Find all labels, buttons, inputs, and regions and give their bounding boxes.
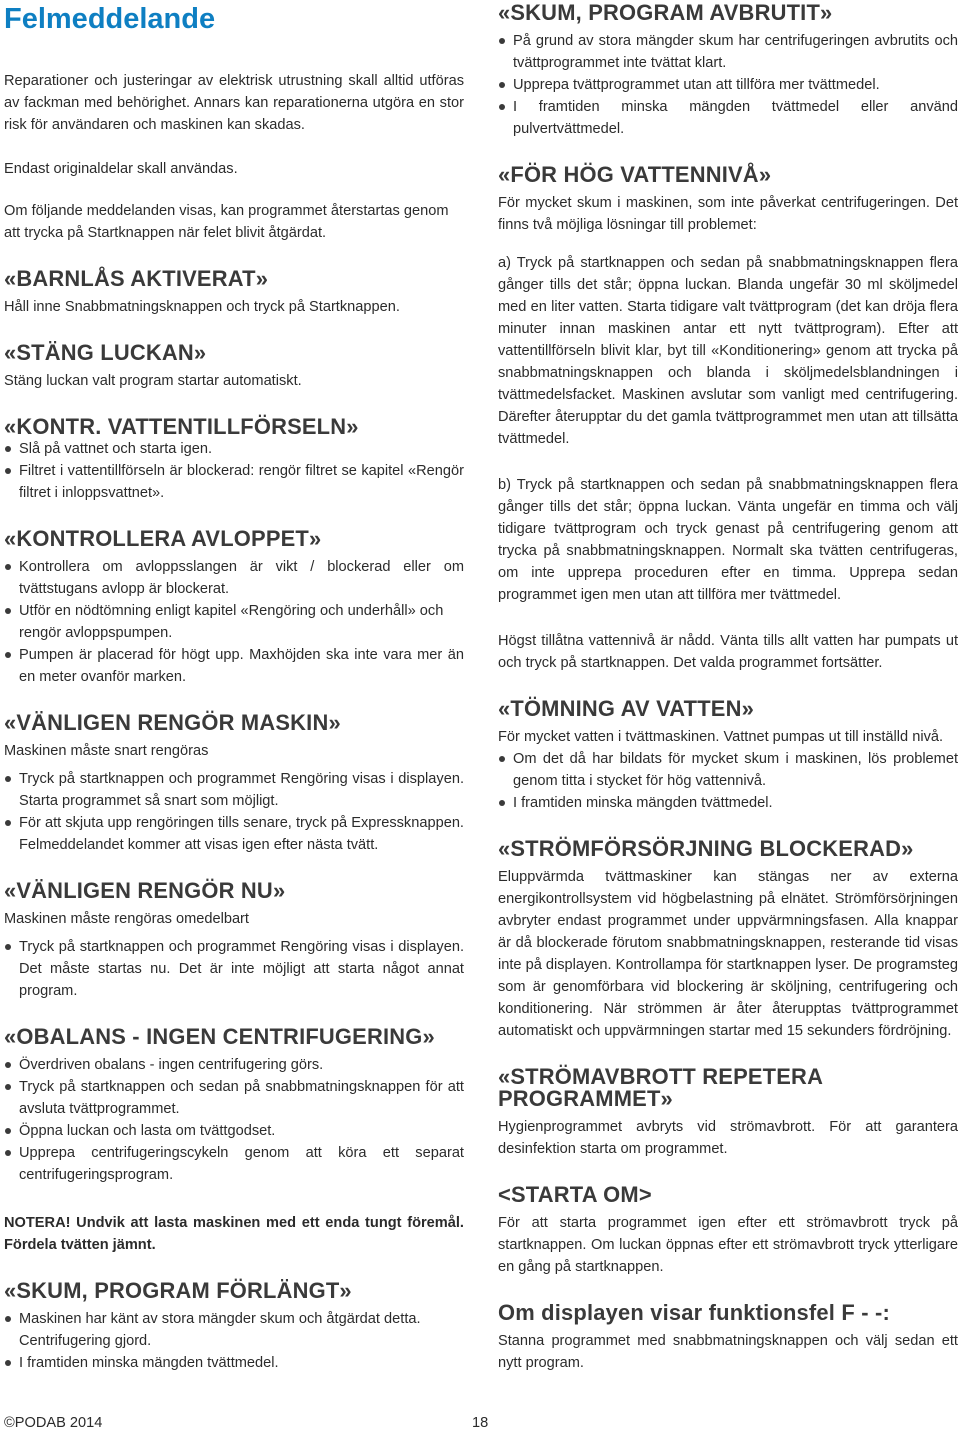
section-text: För mycket skum i maskinen, som inte påverkat centrifugeringen. Det finns två möjliga lösningar till problemet:: [498, 195, 958, 233]
list-item: I framtiden minska mängden tvättmedel eller använd pulvertvättmedel.: [498, 96, 958, 140]
list-item: Tryck på startknappen och programmet Rengöring visas i displayen. Det måste startas nu. Det är inte möjligt att starta något annat program.: [4, 936, 464, 1002]
bullet-list: [4, 438, 464, 504]
list-item: Upprepa tvättprogrammet utan att tillföra mer tvättmedel.: [498, 74, 958, 96]
list-item: Tryck på startknappen och sedan på snabbmatningsknappen för att avsluta tvättprogrammet.: [4, 1076, 464, 1120]
bullet-list: [4, 1054, 464, 1186]
list-item: I framtiden minska mängden tvättmedel.: [4, 1352, 464, 1374]
section-text: Maskinen måste rengöras omedelbart: [4, 911, 249, 927]
section-text: Håll inne Snabbmatningsknappen och tryck på Startknappen.: [4, 299, 400, 315]
section-text: Stäng luckan valt program startar automatiskt.: [4, 373, 302, 389]
page-title: Felmeddelande: [4, 3, 216, 35]
section-text: Hygienprogrammet avbryts vid strömavbrott. För att garantera desinfektion starta om programmet.: [498, 1119, 958, 1157]
section-text: Stanna programmet med snabbmatningsknappen och välj sedan ett nytt program.: [498, 1333, 958, 1371]
section-heading: «STRÖMFÖRSÖRJNING BLOCKERAD»: [498, 836, 914, 861]
bullet-list: [4, 768, 464, 856]
section-heading: Om displayen visar funktionsfel F - -:: [498, 1300, 890, 1325]
section-text: Maskinen måste snart rengöras: [4, 743, 209, 759]
section-heading: «TÖMNING AV VATTEN»: [498, 696, 754, 721]
section-heading: «SKUM, PROGRAM FÖRLÄNGT»: [4, 1278, 352, 1303]
section-heading: «STRÖMAVBROTT REPETERA PROGRAMMET»: [498, 1064, 823, 1111]
section-text: Eluppvärmda tvättmaskiner kan stängas ner av externa energikontrollsystem vid högbelastning på elnätet. Strömförsörjningen avbryter endast programmet under uppvärmningsfasen. Alla knappar är då blockerade förutom snabbmatningsknappen, resterande tid visas inte på displayen. Kontrollampa för startknappen lyser. De programsteg som är genomförbara vid blockering är sköljning, centrifugering och konditionering. När strömmen är åter återupptas tvättprogrammet automatiskt och uppvärmningen startar med 15 sekunders fördröjning.: [498, 869, 958, 1039]
list-item: Utför en nödtömning enligt kapitel «Rengöring och underhåll» och rengör avloppspumpen.: [4, 600, 464, 644]
section-heading: «SKUM, PROGRAM AVBRUTIT»: [498, 0, 833, 25]
bullet-list: [4, 556, 464, 688]
section-text: b) Tryck på startknappen och sedan på snabbmatningsknappen flera gånger tills det står; öppna luckan. Vänta ungefär en timma och välj tidigare tvättprogram och tryck genast på centrifugering genom att trycka på snabbmatningsknappen. Normalt ska tvätten centrifugeras, om inte upprepa proceduren efter en timma. Upprepa sedan programmet igen men utan att tillföra mer tvättmedel.: [498, 477, 958, 603]
bullet-list: [498, 30, 958, 140]
warning-note: NOTERA! Undvik att lasta maskinen med ett enda tungt föremål. Fördela tvätten jämnt.: [4, 1215, 464, 1253]
list-item: Upprepa centrifugeringscykeln genom att köra ett separat centrifugeringsprogram.: [4, 1142, 464, 1186]
section-heading: «BARNLÅS AKTIVERAT»: [4, 266, 269, 291]
intro-paragraph: Reparationer och justeringar av elektrisk utrustning skall alltid utföras av fackman med behörighet. Annars kan reparationerna utgöra en stor risk för användaren och maskinen kan skadas.: [4, 73, 464, 133]
list-item: På grund av stora mängder skum har centrifugeringen avbrutits och tvättprogrammet inte tvättat klart.: [498, 30, 958, 74]
list-item: Öppna luckan och lasta om tvättgodset.: [4, 1120, 464, 1142]
section-heading: «VÄNLIGEN RENGÖR MASKIN»: [4, 710, 341, 735]
list-item: I framtiden minska mängden tvättmedel.: [498, 792, 958, 814]
section-heading: <STARTA OM>: [498, 1182, 652, 1207]
section-text: a) Tryck på startknappen och sedan på snabbmatningsknappen flera gånger tills det står; öppna luckan. Blanda ungefär 30 ml sköljmedel med en liter vatten. Starta tidigare valt tvättprogram (det kan dröja flera minuter innan maskinen antar ett nytt tvättprogram). Efter att vattentillförseln blivit klar, byt till «Konditionering» genom att trycka på snabbmatningsknappen och blanda i sköljmedelsblandningen i tvättmedelsfacket. Maskinen avslutar som vanligt med centrifugering. Därefter återupptar du det gamla tvättprogrammet men utan att tillsätta tvättmedel.: [498, 255, 958, 447]
bullet-list: [4, 936, 464, 1002]
section-heading: «VÄNLIGEN RENGÖR NU»: [4, 878, 286, 903]
list-item: Pumpen är placerad för högt upp. Maxhöjden ska inte vara mer än en meter ovanför marken.: [4, 644, 464, 688]
page-number: 18: [472, 1415, 489, 1431]
list-item: Maskinen har känt av stora mängder skum och åtgärdat detta. Centrifugering gjord.: [4, 1308, 464, 1352]
footer-copyright: ©PODAB 2014: [4, 1415, 103, 1431]
list-item: Om det då har bildats för mycket skum i maskinen, lös problemet genom titta i stycket för hög vattennivå.: [498, 748, 958, 792]
intro-paragraph: Om följande meddelanden visas, kan programmet återstartas genom att trycka på Startknappen när felet blivit åtgärdat.: [4, 203, 449, 241]
bullet-list: [498, 748, 958, 814]
section-heading: «KONTROLLERA AVLOPPET»: [4, 526, 322, 551]
bullet-list: [4, 1308, 464, 1374]
intro-paragraph: Endast originaldelar skall användas.: [4, 161, 238, 177]
section-heading: «KONTR. VATTENTILLFÖRSELN»: [4, 414, 359, 439]
list-item: Tryck på startknappen och programmet Rengöring visas i displayen. Starta programmet så snart som möjligt.: [4, 768, 464, 812]
section-text: För att starta programmet igen efter ett strömavbrott tryck på startknappen. Om luckan öppnas efter ett strömavbrott tryck ytterligare en gång på startknappen.: [498, 1215, 958, 1275]
list-item: Kontrollera om avloppsslangen är vikt / blockerad eller om tvättstugans avlopp är blockerat.: [4, 556, 464, 600]
section-heading: «STÄNG LUCKAN»: [4, 340, 207, 365]
section-heading: «OBALANS - INGEN CENTRIFUGERING»: [4, 1024, 435, 1049]
section-heading: «FÖR HÖG VATTENNIVÅ»: [498, 162, 772, 187]
list-item: Överdriven obalans - ingen centrifugering görs.: [4, 1054, 464, 1076]
section-text: För mycket vatten i tvättmaskinen. Vattnet pumpas ut till inställd nivå.: [498, 729, 944, 745]
left-column: [4, 0, 464, 1374]
right-column: [498, 0, 958, 1374]
list-item: Filtret i vattentillförseln är blockerad: rengör filtret se kapitel «Rengör filtret i inloppsvattnet».: [4, 460, 464, 504]
list-item: Slå på vattnet och starta igen.: [4, 438, 464, 460]
section-text: Högst tillåtna vattennivå är nådd. Vänta tills allt vatten har pumpats ut och tryck på startknappen. Det valda programmet fortsätter.: [498, 633, 958, 671]
list-item: För att skjuta upp rengöringen tills senare, tryck på Expressknappen. Felmeddelandet kommer att visas igen efter nästa tvätt.: [4, 812, 464, 856]
